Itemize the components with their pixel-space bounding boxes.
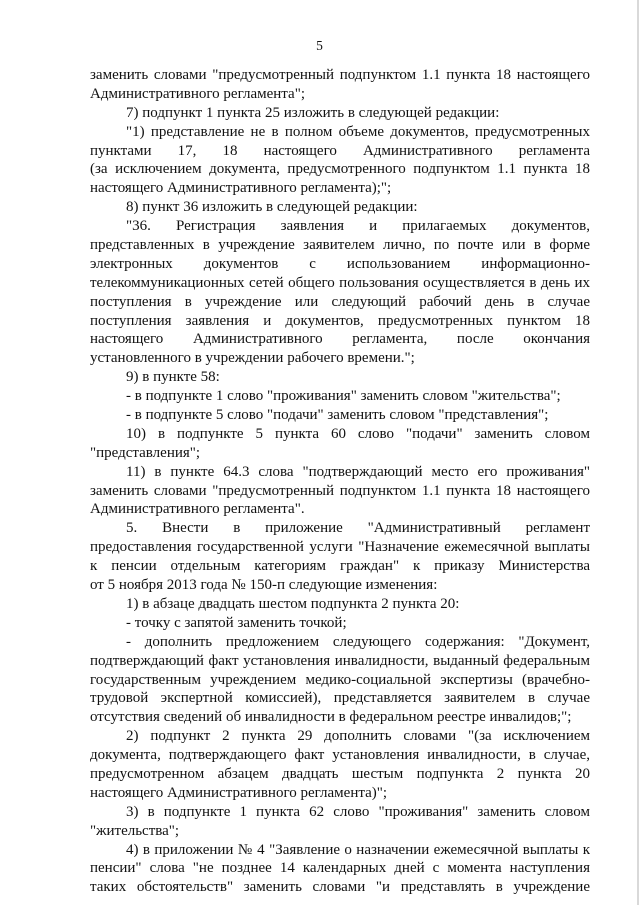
text-line: отсутствия сведений об инвалидности в федеральном реестре инвалидов;"; xyxy=(90,709,572,726)
text-line: 7) подпункт 1 пункта 25 изложить в следующей редакции: xyxy=(126,104,500,121)
text-line: от 5 ноября 2013 года № 150-п следующие изменения: xyxy=(90,577,438,594)
text-line: 11) в пункте 64.3 слова "подтверждающий место его проживания" xyxy=(126,463,590,480)
text-line: Административного регламента"; xyxy=(90,85,305,102)
text-line: 2) подпункт 2 пункта 29 дополнить словами "(за исключением xyxy=(126,728,590,745)
text-line: 1) в абзаце двадцать шестом подпункта 2 пункта 20: xyxy=(126,595,460,612)
text-line: настоящего Административного регламента)"; xyxy=(90,784,388,801)
text-line: поступления в учреждение или следующий рабочий день в случае xyxy=(90,293,590,310)
text-line: к пенсии отдельным категориям граждан" к приказу Министерства xyxy=(90,558,590,575)
text-line: государственным учреждением медико-социальной экспертизы (врачебно- xyxy=(90,671,590,688)
text-line: заменить словами "предусмотренный подпунктом 1.1 пункта 18 настоящего xyxy=(90,67,590,83)
text-line: таких обстоятельств" заменить словами "и представлять в учреждение xyxy=(90,879,590,896)
text-line: заменить словами "предусмотренный подпунктом 1.1 пункта 18 настоящего xyxy=(90,482,590,499)
text-line: 5. Внести в приложение "Административный регламент xyxy=(126,520,590,537)
text-line: "жительства"; xyxy=(90,822,180,839)
text-line: предоставления государственной услуги "Назначение ежемесячной выплаты xyxy=(90,539,590,556)
text-line: - точку с запятой заменить точкой; xyxy=(126,614,347,631)
text-line: представленных в учреждение заявителем лично, по почте или в форме xyxy=(90,237,590,254)
text-line: - в подпункте 5 слово "подачи" заменить словом "представления"; xyxy=(126,407,549,424)
text-line: 3) в подпункте 1 пункта 62 слово "проживания" заменить словом xyxy=(126,803,590,820)
text-line: установленного в учреждении рабочего времени."; xyxy=(90,350,415,367)
text-line: телекоммуникационных сетей общего пользования осуществляется в день их xyxy=(90,274,590,291)
text-line: настоящего Административного регламента);"; xyxy=(90,180,392,197)
text-line: трудовой экспертной комиссией), представляется заявителем в случае xyxy=(90,690,590,707)
text-line: 10) в подпункте 5 пункта 60 слово "подачи" заменить словом xyxy=(126,425,590,442)
page-number: 5 xyxy=(316,38,323,53)
text-line: пенсии" слова "не позднее 14 календарных дней с момента наступления xyxy=(90,860,590,877)
text-line: 9) в пункте 58: xyxy=(126,369,220,386)
text-line: Административного регламента". xyxy=(90,501,305,518)
text-line: (за исключением документа, предусмотренного подпунктом 1.1 пункта 18 xyxy=(90,161,590,178)
text-line: предусмотренном абзацем двадцать шестым подпункта 2 пункта 20 xyxy=(90,765,590,782)
text-line: "1) представление не в полном объеме документов, предусмотренных xyxy=(126,123,590,140)
text-line: документа, подтверждающего факт установления инвалидности, в случае, xyxy=(90,747,590,764)
text-line: электронных документов с использованием информационно- xyxy=(90,255,590,272)
text-line: подтверждающий факт установления инвалидности, выданный федеральным xyxy=(90,652,590,669)
text-line: пунктами 17, 18 настоящего Административного регламента xyxy=(90,142,590,159)
text-line: "представления"; xyxy=(90,444,201,461)
text-line: настоящего Административного регламента, после окончания xyxy=(90,331,590,348)
text-line: поступления заявления и документов, предусмотренных пунктом 18 xyxy=(90,312,590,329)
text-line: - дополнить предложением следующего содержания: "Документ, xyxy=(126,633,590,650)
text-line: 4) в приложении № 4 "Заявление о назначении ежемесячной выплаты к xyxy=(126,841,590,858)
text-line: - в подпункте 1 слово "проживания" заменить словом "жительства"; xyxy=(126,388,561,405)
text-line: "36. Регистрация заявления и прилагаемых документов, xyxy=(126,218,590,235)
document-body xyxy=(90,66,590,897)
text-line: 8) пункт 36 изложить в следующей редакции: xyxy=(126,199,418,216)
